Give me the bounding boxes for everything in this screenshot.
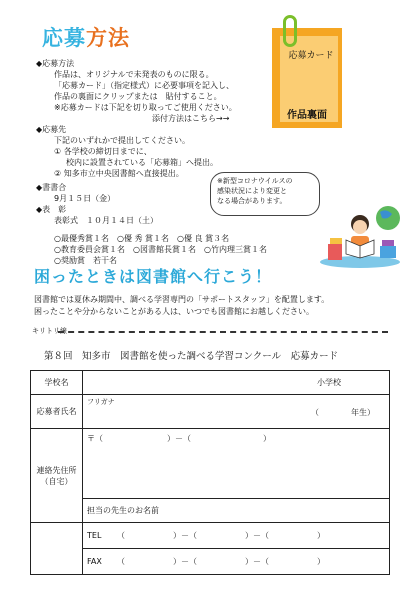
- card-label: 応募カード: [288, 51, 334, 61]
- school-label: 学校名: [31, 371, 83, 395]
- method-heading: ◆応募方法: [36, 59, 75, 68]
- deadline-date: 9月１５日（金）: [54, 194, 116, 203]
- furigana-label: フリガナ: [87, 398, 115, 406]
- method-line-5: 添付方法はこちら→→: [152, 114, 230, 123]
- address-field[interactable]: [83, 429, 390, 499]
- school-suffix: 小学校: [317, 378, 341, 387]
- school-row: [31, 371, 390, 395]
- address-row: [31, 429, 390, 499]
- applicant-field[interactable]: [83, 395, 390, 429]
- destination-line-4: ② 知多市立中央図書館へ直接提出。: [54, 169, 184, 178]
- award-ceremony: 表彰式 １０月１４日（土）: [54, 216, 158, 225]
- tel-label: TEL: [87, 531, 102, 540]
- teacher-field[interactable]: [83, 499, 390, 523]
- notice-text: ※新型コロナウイルスの 感染状況により変更と なる場合があります。: [217, 177, 293, 205]
- method-line-4: ※応募カードは下記を切り取ってご使用ください。: [54, 103, 237, 112]
- teacher-label: 担当の先生のお名前: [87, 506, 159, 515]
- reading-child-illustration: [318, 200, 408, 270]
- destination-heading: ◆応募先: [36, 125, 67, 134]
- destination-line-2: ① 各学校の締切日までに、: [54, 147, 152, 156]
- contact-label: [31, 429, 83, 523]
- award-prizes-2: ○教育委員会賞１名 ○図書館長賞１名 ○竹内理三賞１名: [54, 245, 267, 254]
- form-title: 第８回 知多市 図書館を使った調べる学習コンクール 応募カード: [44, 351, 339, 362]
- award-prizes-1: ○最優秀賞１名 ○優 秀 賞１名 ○優 良 賞３名: [54, 234, 230, 243]
- applicant-label: 応募者氏名: [31, 395, 83, 429]
- fax-spacer: [31, 549, 83, 575]
- fax-value: （ ）－（ ）－（ ）: [117, 557, 325, 566]
- title-part-1: 応募: [42, 26, 86, 50]
- tel-value: （ ）－（ ）－（ ）: [117, 531, 325, 540]
- method-line-3: 作品の裏面にクリップまたは 貼付すること。: [54, 92, 222, 101]
- library-info-line-1: 図書館では夏休み期間中、調べる学習専門の「サポートスタッフ」を配置します。: [34, 295, 330, 304]
- globe-icon: [376, 206, 400, 230]
- grade-suffix: （ 年生）: [311, 408, 375, 417]
- award-heading: ◆表 彰: [36, 205, 67, 214]
- title-part-2: 方法: [86, 26, 130, 50]
- method-line-2: 「応募カード」（指定様式）に必要事項を記入し、: [54, 81, 234, 90]
- cut-line-label: キリトリ線: [32, 327, 67, 335]
- cut-line: [58, 331, 388, 333]
- paperclip-icon: [283, 15, 297, 47]
- fax-field[interactable]: [83, 549, 390, 575]
- deadline-heading: ◆書書合: [36, 183, 67, 192]
- destination-line-1: 下記のいずれかで提出してください。: [54, 136, 190, 145]
- library-info-line-2: 困ったことや分からないことがある人は、いつでも図書館にお越しください。: [34, 307, 314, 316]
- school-field[interactable]: [83, 371, 390, 395]
- method-line-1: 作品は、オリジナルで未発表のものに限る。: [54, 70, 214, 79]
- page-title: [42, 22, 130, 52]
- fax-label: FAX: [87, 557, 102, 566]
- tel-row: [31, 523, 390, 549]
- help-banner: 困ったときは図書館へ行こう！: [34, 267, 273, 286]
- contact-label-line-2: （自宅）: [40, 476, 73, 486]
- fax-row: [31, 549, 390, 575]
- application-form: [30, 370, 390, 575]
- teacher-row: [31, 499, 390, 523]
- tel-field[interactable]: [83, 523, 390, 549]
- destination-line-3: 校内に設置されている「応募箱」へ提出。: [66, 158, 218, 167]
- tel-spacer: [31, 523, 83, 549]
- award-prizes-3: ○奨励賞 若干名: [54, 256, 117, 265]
- postal-line: 〒（ ）－（ ）: [87, 434, 271, 443]
- card-back-label: 作品裏面: [287, 110, 327, 121]
- contact-label-line-1: 連絡先住所: [36, 465, 77, 475]
- applicant-row: [31, 395, 390, 429]
